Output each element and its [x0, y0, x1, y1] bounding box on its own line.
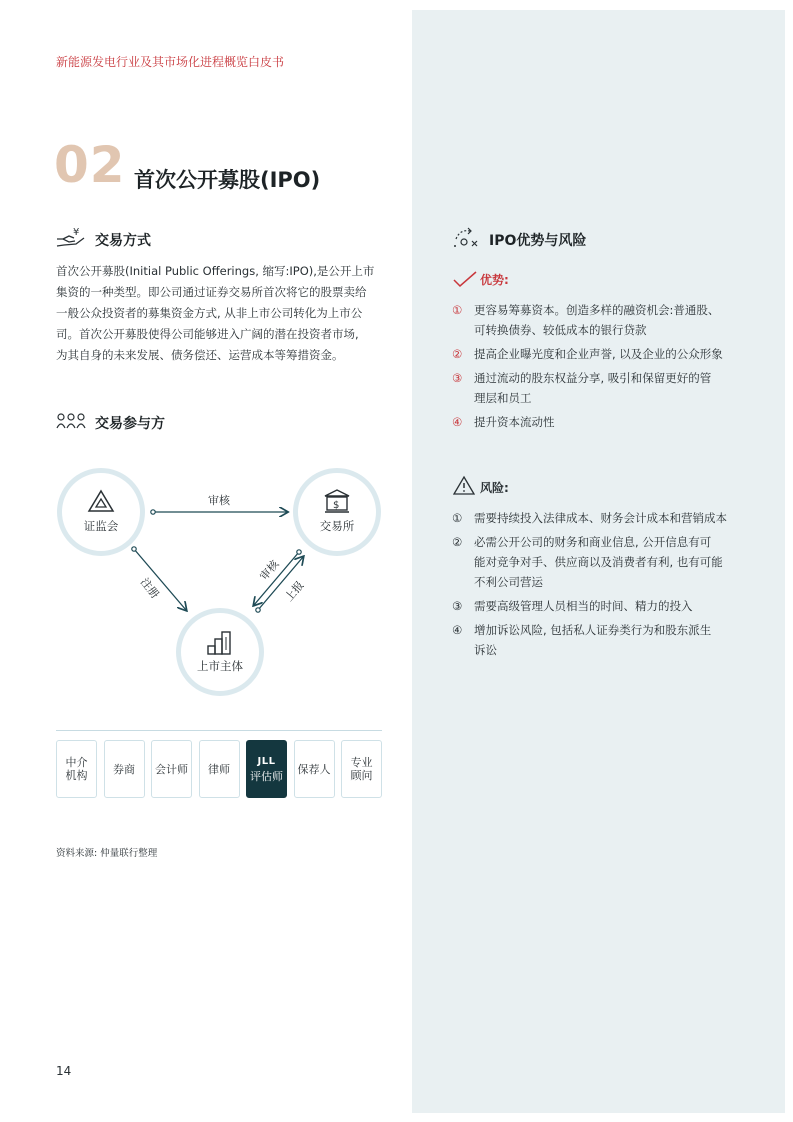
list-item	[452, 344, 742, 364]
strategy-play-icon	[452, 227, 480, 249]
list-item	[452, 532, 742, 592]
item-text: 需要高级管理人员相当的时间、精力的投入	[474, 599, 693, 613]
bank-dollar-icon	[322, 488, 352, 514]
section-number: 02	[54, 136, 126, 194]
box-label: 评估师	[250, 770, 283, 783]
divider	[56, 730, 382, 731]
list-item	[452, 412, 742, 432]
trade-method-title: 交易方式	[95, 233, 151, 249]
node-company	[176, 608, 264, 696]
box-label: 券商	[113, 762, 135, 776]
box-sponsor	[294, 740, 335, 798]
item-number: ①	[452, 511, 463, 525]
box-broker	[104, 740, 145, 798]
recycle-triangle-icon	[86, 488, 116, 514]
box-appraiser	[246, 740, 287, 798]
source-note: 资料来源: 仲量联行整理	[56, 848, 158, 859]
node-company-label: 上市主体	[197, 659, 243, 673]
advantages-title: 优势:	[480, 273, 509, 287]
list-item	[452, 620, 742, 660]
box-accountant	[151, 740, 192, 798]
item-text: 能对竞争对手、供应商以及消费者有利, 也有可能	[474, 555, 723, 569]
text-line: 司。首次公开募股使得公司能够进入广阔的潜在投资者市场,	[56, 327, 359, 341]
box-label: 专业	[350, 756, 373, 769]
svg-text:¥: ¥	[73, 227, 80, 238]
box-label: 顾问	[350, 769, 373, 782]
list-item	[452, 300, 742, 340]
node-exchange-label: 交易所	[319, 519, 355, 533]
section-title: 首次公开募股(IPO)	[134, 168, 321, 192]
edge-label-report: 上报	[282, 578, 307, 604]
box-label: 中介	[65, 756, 88, 769]
node-regulator	[57, 468, 145, 556]
item-number: ④	[452, 415, 463, 429]
item-number: ③	[452, 599, 463, 613]
edge-label-review-right: 审核	[257, 557, 282, 583]
item-text: 需要持续投入法律成本、财务会计成本和营销成本	[474, 511, 727, 525]
item-text: 提高企业曝光度和企业声誉, 以及企业的公众形象	[474, 347, 723, 361]
item-number: ④	[452, 623, 463, 637]
item-number: ①	[452, 303, 463, 317]
participants-title: 交易参与方	[95, 416, 165, 432]
item-text: 更容易筹募资本。创造多样的融资机会:普通股、	[474, 303, 720, 317]
item-text: 必需公开公司的财务和商业信息, 公开信息有可	[474, 535, 712, 549]
list-item	[452, 368, 742, 408]
edge-label-register: 注册	[137, 575, 162, 601]
box-label: 会计师	[155, 762, 188, 776]
participant-boxes	[56, 740, 382, 798]
item-text: 通过流动的股东权益分享, 吸引和保留更好的管	[474, 371, 712, 385]
item-number: ③	[452, 371, 463, 385]
box-lawyer	[199, 740, 240, 798]
item-number: ②	[452, 347, 463, 361]
item-text: 理层和员工	[474, 391, 532, 405]
page-number: 14	[56, 1064, 72, 1078]
text-line: 首次公开募股(Initial Public Offerings, 缩写:IPO),是公开上市	[56, 264, 375, 278]
box-label: 保荐人	[297, 762, 331, 776]
box-label: 机构	[65, 769, 88, 782]
jll-logo: JLL	[257, 756, 276, 767]
risks-list	[452, 508, 742, 664]
edge-label-review-top: 审核	[208, 494, 230, 507]
text-line: 为其自身的未来发展、债务偿还、运营成本等筹措资金。	[56, 348, 344, 362]
node-regulator-label: 证监会	[83, 519, 119, 533]
ipo-title: IPO优势与风险	[489, 233, 587, 249]
text-line: 一般公众投资者的募集资金方式, 从非上市公司转化为上市公	[56, 306, 363, 320]
node-exchange	[293, 468, 381, 556]
svg-text:$: $	[333, 500, 340, 511]
risks-title: 风险:	[480, 481, 509, 495]
item-text: 不利公司营运	[474, 575, 543, 589]
document-header: 新能源发电行业及其市场化进程概览白皮书	[56, 55, 285, 69]
list-item	[452, 508, 742, 528]
box-label: 律师	[208, 762, 230, 776]
item-text: 提升资本流动性	[474, 415, 555, 429]
building-steps-icon	[205, 628, 235, 656]
box-advisor	[341, 740, 382, 798]
item-text: 可转换债券、较低成本的银行贷款	[474, 323, 647, 337]
item-number: ②	[452, 535, 463, 549]
text-line: 集资的一种类型。即公司通过证券交易所首次将它的股票卖给	[56, 285, 367, 299]
item-text: 诉讼	[474, 643, 497, 657]
advantages-list	[452, 300, 742, 436]
box-intermediary	[56, 740, 97, 798]
check-icon	[452, 270, 478, 288]
item-text: 增加诉讼风险, 包括私人证券类行为和股东派生	[474, 623, 712, 637]
list-item	[452, 596, 742, 616]
warning-icon	[453, 475, 475, 495]
